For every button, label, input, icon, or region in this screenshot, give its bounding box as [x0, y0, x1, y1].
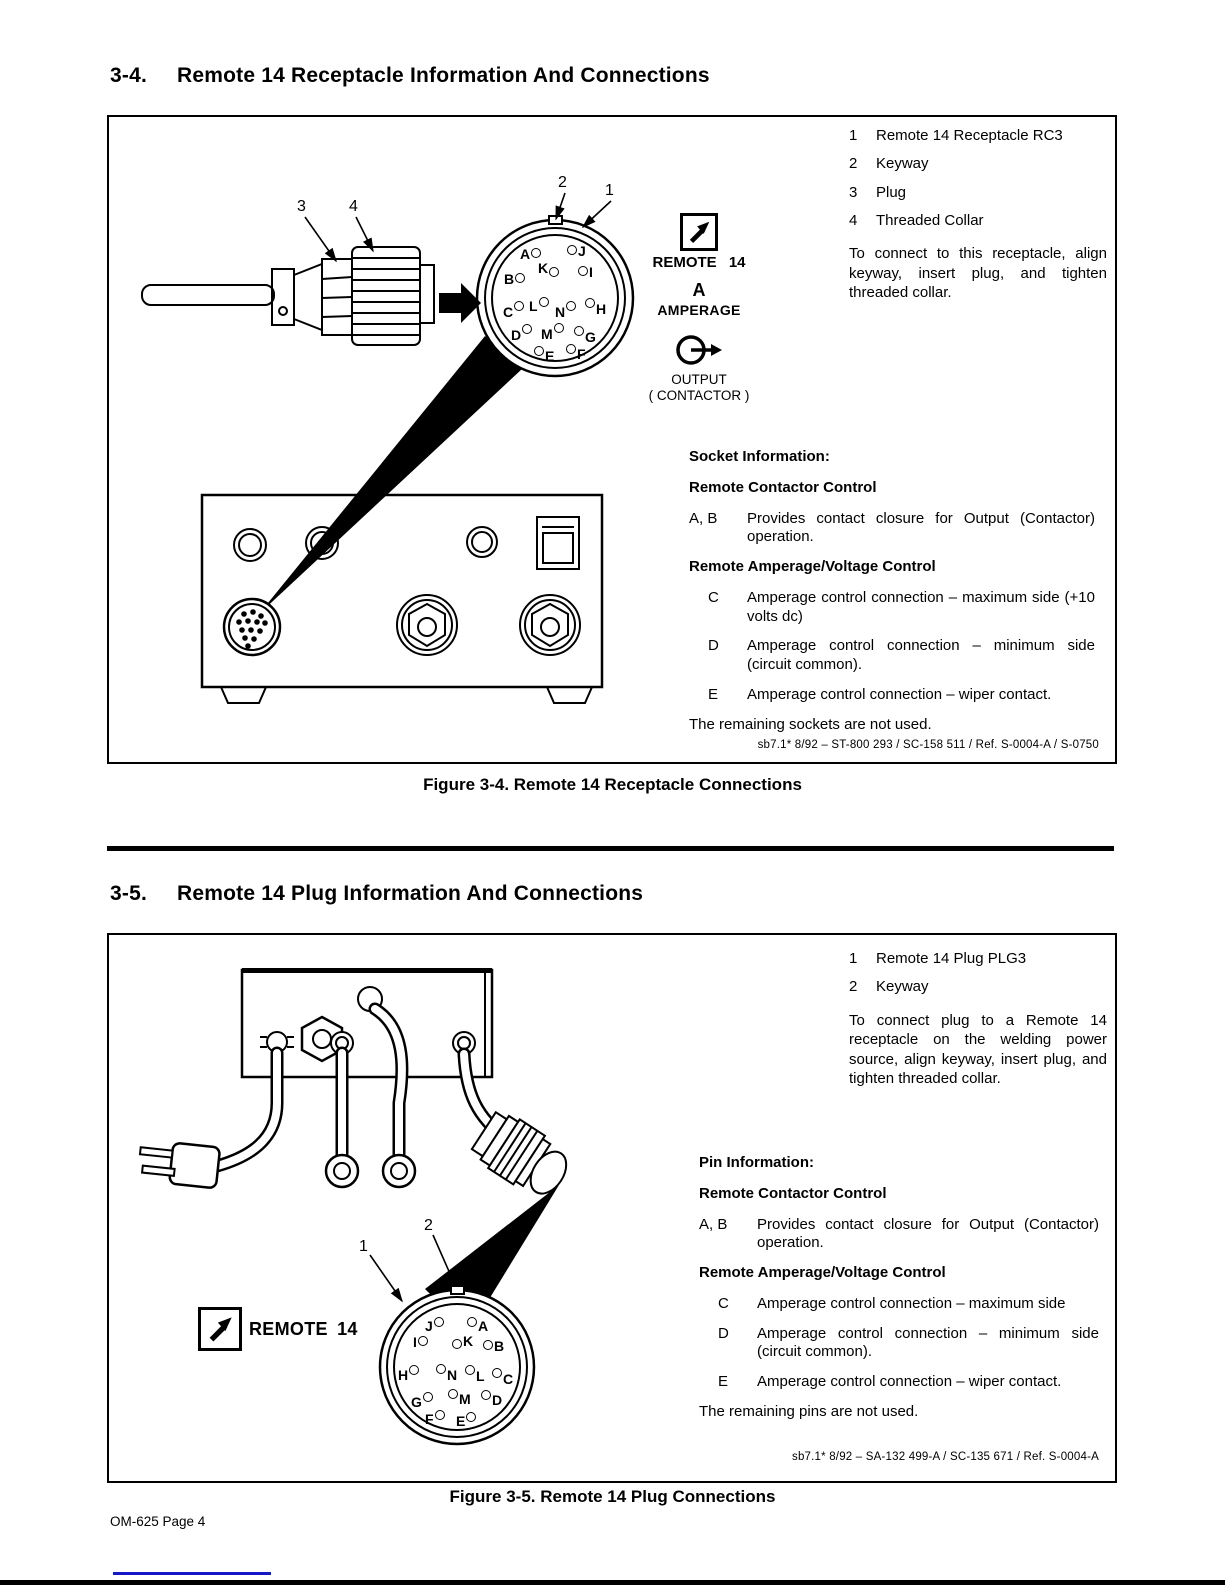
panel-remote14-receptacle — [224, 599, 280, 655]
legend-item: 2 Keyway — [849, 978, 929, 996]
amperage-control-heading: Remote Amperage/Voltage Control — [689, 558, 936, 575]
socket-G: G — [573, 326, 596, 344]
socket-L: L — [529, 297, 550, 313]
section-title: Remote 14 Plug Information And Connections — [177, 882, 644, 905]
legend-item: 1 Remote 14 Plug PLG3 — [849, 950, 1027, 967]
callout-3: 3 — [297, 198, 306, 215]
legend-item: 3 Plug — [849, 183, 907, 201]
socket-information — [689, 448, 1095, 734]
figure-3-5-legend — [849, 950, 1107, 1089]
figure-3-5-reference: sb7.1* 8/92 – SA-132 499-A / SC-135 671 / Ref. S-0004-A — [792, 1451, 1099, 1463]
pin-M: M — [447, 1389, 471, 1406]
contactor-control-heading: Remote Contactor Control — [699, 1184, 887, 1202]
socket-D: D — [511, 324, 533, 342]
output-label: OUTPUT ( CONTACTOR ) — [648, 372, 750, 403]
pin-info-heading: Pin Information: — [699, 1154, 814, 1171]
amperage-control-heading: Remote Amperage/Voltage Control — [699, 1264, 946, 1281]
socket-info-heading: Socket Information: — [689, 448, 830, 465]
scan-artifact-blue-line — [113, 1572, 271, 1575]
socket-E: E — [533, 346, 554, 363]
contactor-control-heading: Remote Contactor Control — [689, 478, 877, 496]
pin-K: K — [451, 1334, 473, 1349]
amperage-label: AMPERAGE — [657, 302, 741, 318]
socket-B: B — [504, 272, 526, 286]
socket-row-ab: A, B Provides contact closure for Output (Contactor) operation. — [689, 509, 1095, 546]
pin-A: A — [466, 1317, 488, 1333]
socket-info-note: The remaining sockets are not used. — [689, 715, 932, 733]
socket-row-c: C Amperage control connection – maximum side (+10 volts dc) — [708, 588, 1095, 625]
socket-row-d: D Amperage control connection – minimum side (circuit common). — [708, 637, 1095, 673]
power-source-panel — [202, 495, 602, 703]
legend-item: 1 Remote 14 Receptacle RC3 — [849, 127, 1063, 144]
pin-F: F — [425, 1410, 446, 1426]
insert-arrow — [439, 283, 481, 323]
keyway-notch — [549, 216, 562, 224]
socket-K: K — [538, 261, 560, 277]
receptacle-face — [477, 216, 633, 376]
pin-I: I — [413, 1335, 429, 1349]
receptacle-function-labels — [629, 213, 769, 403]
pin-J: J — [425, 1317, 445, 1333]
callout-1: 1 — [359, 1238, 368, 1255]
pin-E: E — [456, 1412, 477, 1428]
socket-A: A — [520, 247, 542, 261]
socket-F: F — [565, 344, 586, 361]
plug-drawing — [142, 247, 434, 345]
legend-item: 2 Keyway — [849, 155, 929, 173]
figure-3-4-legend — [849, 127, 1107, 303]
legend-note: To connect to this receptacle, align keyway, insert plug, and tighten threaded collar. — [849, 245, 1107, 301]
pin-row-d: D Amperage control connection – minimum side (circuit common). — [718, 1324, 1099, 1361]
figure-3-4-frame — [107, 115, 1117, 764]
page-footer: OM-625 Page 4 — [110, 1514, 206, 1529]
figure-3-4-caption: Figure 3-4. Remote 14 Receptacle Connections — [423, 775, 802, 794]
zoom-wedge — [259, 336, 522, 614]
ring-terminals — [326, 1155, 415, 1187]
section-divider — [107, 846, 1114, 851]
pin-info-note: The remaining pins are not used. — [699, 1402, 919, 1420]
pin-row-c: C Amperage control connection – maximum side — [718, 1294, 1066, 1312]
figure-3-5-caption: Figure 3-5. Remote 14 Plug Connections — [449, 1487, 776, 1506]
callout-1: 1 — [605, 182, 614, 199]
amperage-a-label: A — [692, 280, 706, 300]
socket-J: J — [566, 244, 586, 258]
socket-H: H — [584, 298, 606, 316]
pin-row-ab: A, B Provides contact closure for Output (Contactor) operation. — [699, 1215, 1099, 1252]
pin-C: C — [491, 1368, 513, 1386]
callout-4: 4 — [349, 198, 358, 215]
pin-H: H — [398, 1365, 420, 1382]
legend-item: 4 Threaded Collar — [849, 211, 984, 229]
pin-B: B — [482, 1339, 504, 1353]
pin-L: L — [464, 1365, 485, 1383]
pin-D: D — [480, 1390, 502, 1407]
section-number: 3-5. — [110, 882, 147, 905]
remote-arrow-icon — [198, 1307, 242, 1351]
callout-2: 2 — [424, 1217, 433, 1234]
remote14-label: REMOTE 14 — [652, 254, 746, 271]
figure-3-5-frame — [107, 933, 1117, 1483]
remote14-tag — [198, 1307, 358, 1351]
section-3-5-heading — [110, 882, 643, 906]
section-3-4-heading — [110, 64, 710, 88]
socket-M: M — [541, 323, 565, 341]
figure-3-4-reference: sb7.1* 8/92 – ST-800 293 / SC-158 511 / Ref. S-0004-A / S-0750 — [757, 739, 1099, 751]
section-title: Remote 14 Receptacle Information And Connections — [177, 64, 710, 87]
pin-row-e: E Amperage control connection – wiper contact. — [718, 1373, 1062, 1390]
keyway-notch — [451, 1286, 464, 1294]
ac-power-plug — [137, 1139, 220, 1188]
pin-information — [699, 1154, 1099, 1422]
socket-row-e: E Amperage control connection – wiper contact. — [708, 685, 1052, 703]
section-number: 3-4. — [110, 64, 147, 87]
socket-I: I — [577, 265, 593, 279]
socket-C: C — [503, 301, 525, 319]
output-contactor-icon — [673, 330, 725, 370]
socket-N: N — [555, 301, 577, 319]
remote14-label: REMOTE 14 — [249, 1318, 358, 1339]
legend-note: To connect plug to a Remote 14 receptacle on the welding power source, align keyway, insert plug, and tighten threaded collar. — [849, 1011, 1107, 1087]
scan-artifact-bottom-edge — [0, 1580, 1225, 1585]
pin-G: G — [411, 1392, 434, 1409]
remote-arrow-icon — [680, 213, 718, 251]
pin-N: N — [435, 1364, 457, 1382]
callout-2: 2 — [558, 174, 567, 191]
